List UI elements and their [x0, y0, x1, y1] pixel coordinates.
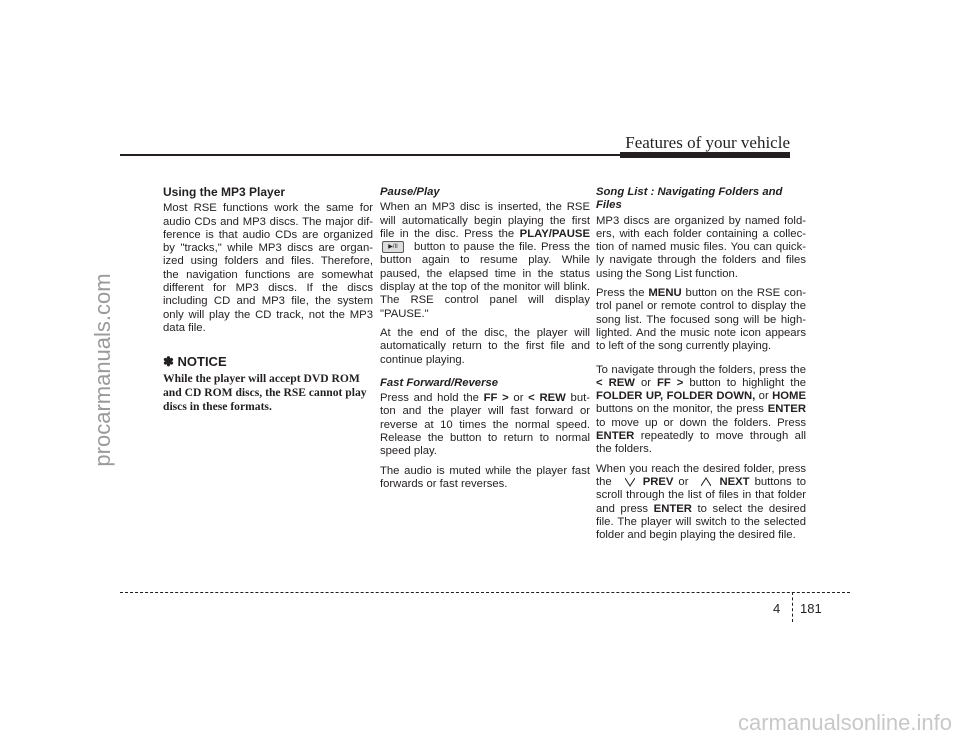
- column-2: [380, 186, 590, 497]
- page-header-title: Features of your vehicle: [625, 133, 790, 152]
- chevron-down-icon: [625, 477, 635, 487]
- footer-divider: [792, 592, 793, 622]
- pause-paragraph: When an MP3 disc is inserted, the RSE will automatically begin playing the first file in the disc. Press the PLAY/PAUSE ▶/II button to pause the file. Press the button again to resume play. While paused, the elapsed time in the status display at the top of the monitor will blink. The RSE control panel will display "PAUSE.": [380, 201, 590, 320]
- song-list-paragraph-3: To navigate through the folders, press the < REW or FF > button to highlight the FOLDER UP, FOLDER DOWN, or HOME buttons on the monitor, the press ENTER to move up or down the folders. Press ENTER repeatedly to move through all the folders.: [596, 363, 807, 456]
- pause-paragraph-2: At the end of the disc, the player will automatically return to the first file and continue playing.: [380, 326, 590, 366]
- play-pause-icon: ▶/II: [382, 241, 404, 253]
- column-3: [596, 186, 806, 548]
- bottom-watermark: carmanualsonline.info: [737, 710, 952, 735]
- mp3-intro-paragraph: Most RSE functions work the same for audio CDs and MP3 discs. The major dif-ference is that audio CDs are organized by "tracks," while MP3 discs are organ-ized using folders and files. Therefore, the navigation functions are somewhat different for MP3 discs. If the discs including CD and MP3 file, the system only will play the CD track, not the MP3 data file.: [163, 202, 373, 334]
- ff-rew-heading: Fast Forward/Reverse: [380, 376, 499, 389]
- song-list-paragraph-4: When you reach the desired folder, press the PREV or NEXT buttons to scroll through the list of files in that folder and press ENTER to select the desired file. The player will switch to the selected folder and begin playing the desired file.: [596, 462, 807, 542]
- column-1: [163, 186, 373, 414]
- chapter-number: 4: [773, 601, 781, 616]
- song-list-paragraph-2: Press the MENU button on the RSE con-trol panel or remote control to display the song list. The focused song will be high-lighted. And the music note icon appears to left of the song currently playing.: [596, 287, 806, 353]
- notice-title: ✽ NOTICE: [163, 354, 227, 370]
- page-number: 181: [800, 601, 822, 616]
- notice-text: While the player will accept DVD ROM and CD ROM discs, the RSE cannot play discs in these formats.: [163, 371, 367, 413]
- song-list-heading: Song List : Navigating Folders and Files: [596, 186, 783, 212]
- pause-play-heading: Pause/Play: [380, 186, 440, 198]
- chevron-up-icon: [701, 477, 711, 487]
- ff-paragraph: Press and hold the FF > or < REW but-ton and the player will fast forward or reverse at 10 times the normal speed. Release the button to return to normal speed play.: [380, 392, 590, 458]
- ff-paragraph-2: The audio is muted while the player fast forwards or fast reverses.: [380, 464, 590, 490]
- section-heading-mp3: Using the MP3 Player: [163, 185, 286, 199]
- footer-rule: [120, 592, 850, 593]
- header-tab-bar: [620, 152, 790, 158]
- song-list-paragraph-1: MP3 discs are organized by named fold-ers, with each folder containing a collec-tion of named music files. You can quick-ly navigate through the folders and files using the Song List function.: [596, 214, 806, 280]
- side-watermark: procarmanuals.com: [90, 273, 115, 467]
